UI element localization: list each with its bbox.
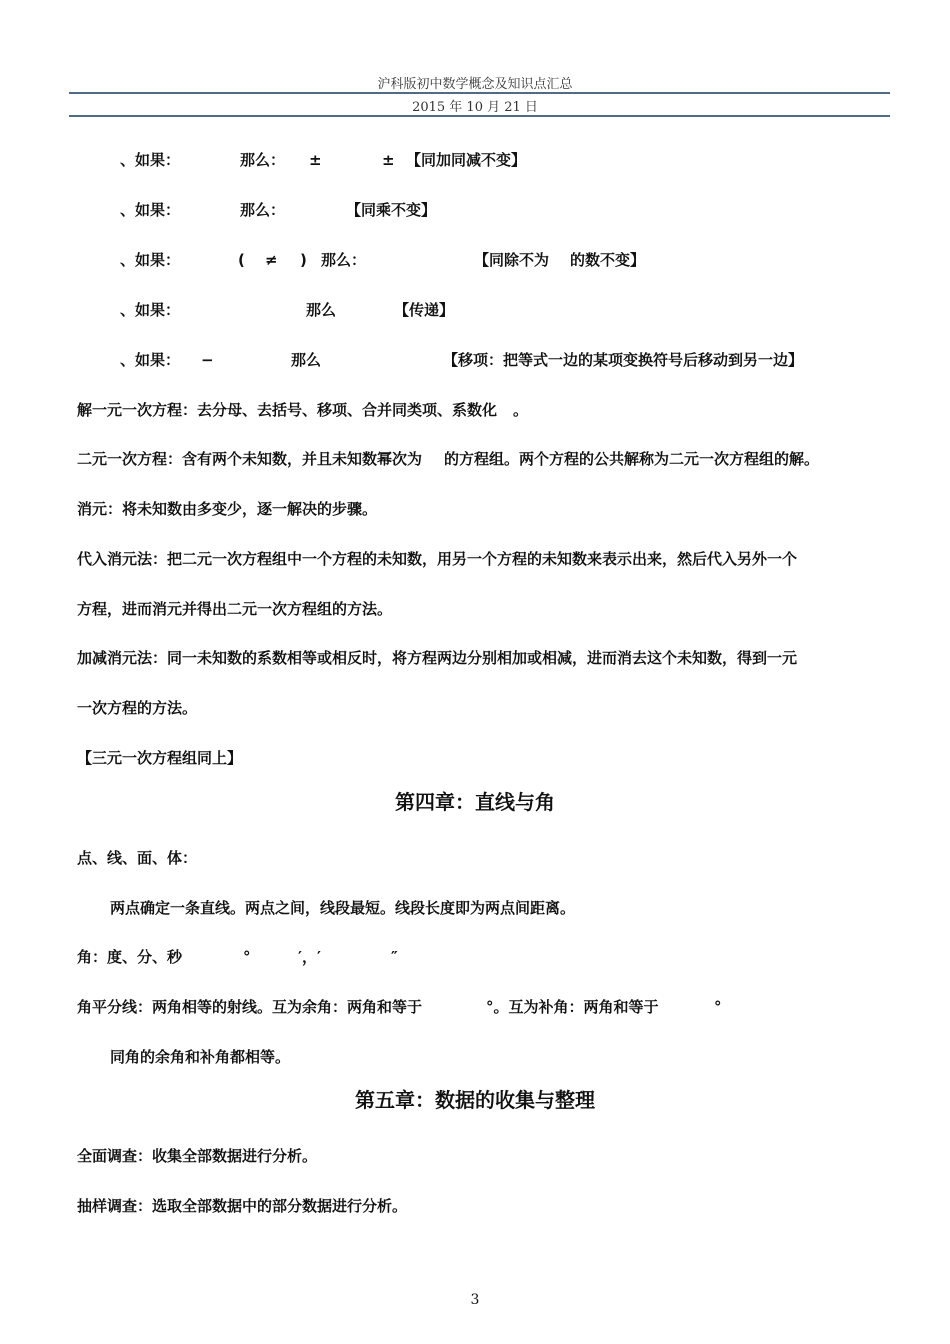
substitution-line-2: 方程，进而消元并得出二元一次方程组的方法。: [77, 600, 393, 618]
rule-prefix: 、如果：: [120, 201, 181, 219]
rule-prefix: 、如果：: [120, 351, 181, 369]
chapter4-title: 第四章：直线与角: [395, 790, 555, 814]
rule-symbol: −: [201, 351, 214, 369]
minute-symbol: ′，′: [298, 948, 321, 966]
census-definition: 全面调查：收集全部数据进行分析。: [77, 1147, 318, 1165]
rule-note: 【传递】: [394, 301, 455, 319]
header-date: 2015 年 10 月 21 日: [412, 100, 538, 115]
rule-note: 【同加同减不变】: [406, 151, 527, 169]
rule-symbol: (: [238, 251, 245, 269]
solve-linear-end: 。: [513, 401, 529, 419]
header-rule-top: [69, 92, 890, 94]
rule-symbol: ±: [309, 151, 322, 169]
rule-then: 那么：: [321, 251, 367, 269]
rule-symbol: ): [300, 251, 307, 269]
binary-def-end: 的方程组。两个方程的公共解称为二元一次方程组的解。: [444, 450, 820, 468]
header-rule-bottom: [69, 115, 890, 117]
angle-units-text: 角：度、分、秒: [77, 948, 183, 966]
binary-equation-paragraph: [77, 449, 819, 469]
rule-note-end: 的数不变】: [570, 251, 646, 269]
degree-symbol: °: [243, 948, 251, 966]
chapter5-title: 第五章：数据的收集与整理: [355, 1088, 595, 1112]
rule-prefix: 、如果：: [120, 151, 181, 169]
header-title: 沪科版初中数学概念及知识点汇总: [377, 77, 573, 92]
page-number: 3: [470, 1292, 480, 1308]
rule-then: 那么：: [240, 151, 286, 169]
rule-prefix: 、如果：: [120, 301, 181, 319]
ternary-note: 【三元一次方程组同上】: [77, 749, 243, 767]
addsub-line-1: 加减消元法：同一未知数的系数相等或相反时，将方程两边分别相加或相减，进而消去这个未知数，得到一元: [77, 649, 798, 667]
segment-fact: 两点确定一条直线。两点之间，线段最短。线段长度即为两点间距离。: [110, 899, 576, 917]
rule-then: 那么：: [240, 201, 286, 219]
addsub-line-2: 一次方程的方法。: [77, 699, 198, 717]
rule-note: 【同乘不变】: [346, 201, 437, 219]
second-symbol: ″: [391, 948, 398, 966]
solve-linear-text: 解一元一次方程：去分母、去括号、移项、合并同类项、系数化: [77, 401, 498, 419]
rule-symbol: ≠: [265, 251, 278, 269]
substitution-line-1: 代入消元法：把二元一次方程组中一个方程的未知数，用另一个方程的未知数来表示出来，然后代入另外一个: [77, 550, 798, 568]
rule-then: 那么: [291, 351, 322, 369]
rule-symbol: ±: [382, 151, 395, 169]
rule-note: 【同除不为: [474, 251, 550, 269]
sampling-definition: 抽样调查：选取全部数据中的部分数据进行分析。: [77, 1197, 408, 1215]
same-angle-fact: 同角的余角和补角都相等。: [110, 1048, 291, 1066]
rule-note: 【移项：把等式一边的某项变换符号后移动到另一边】: [443, 351, 804, 369]
bisector-text: 角平分线：两角相等的射线。互为余角：两角和等于: [77, 998, 423, 1016]
binary-def-text: 二元一次方程：含有两个未知数，并且未知数幂次为: [77, 450, 423, 468]
elimination-paragraph: 消元：将未知数由多变少，逐一解决的步骤。: [77, 500, 378, 518]
rule-prefix: 、如果：: [120, 251, 181, 269]
bisector-mid: °。互为补角：两角和等于: [486, 998, 659, 1016]
solve-linear-paragraph: [77, 400, 528, 420]
point-line-heading: 点、线、面、体：: [77, 849, 198, 867]
rule-then: 那么: [306, 301, 337, 319]
bisector-end: °: [714, 998, 722, 1016]
